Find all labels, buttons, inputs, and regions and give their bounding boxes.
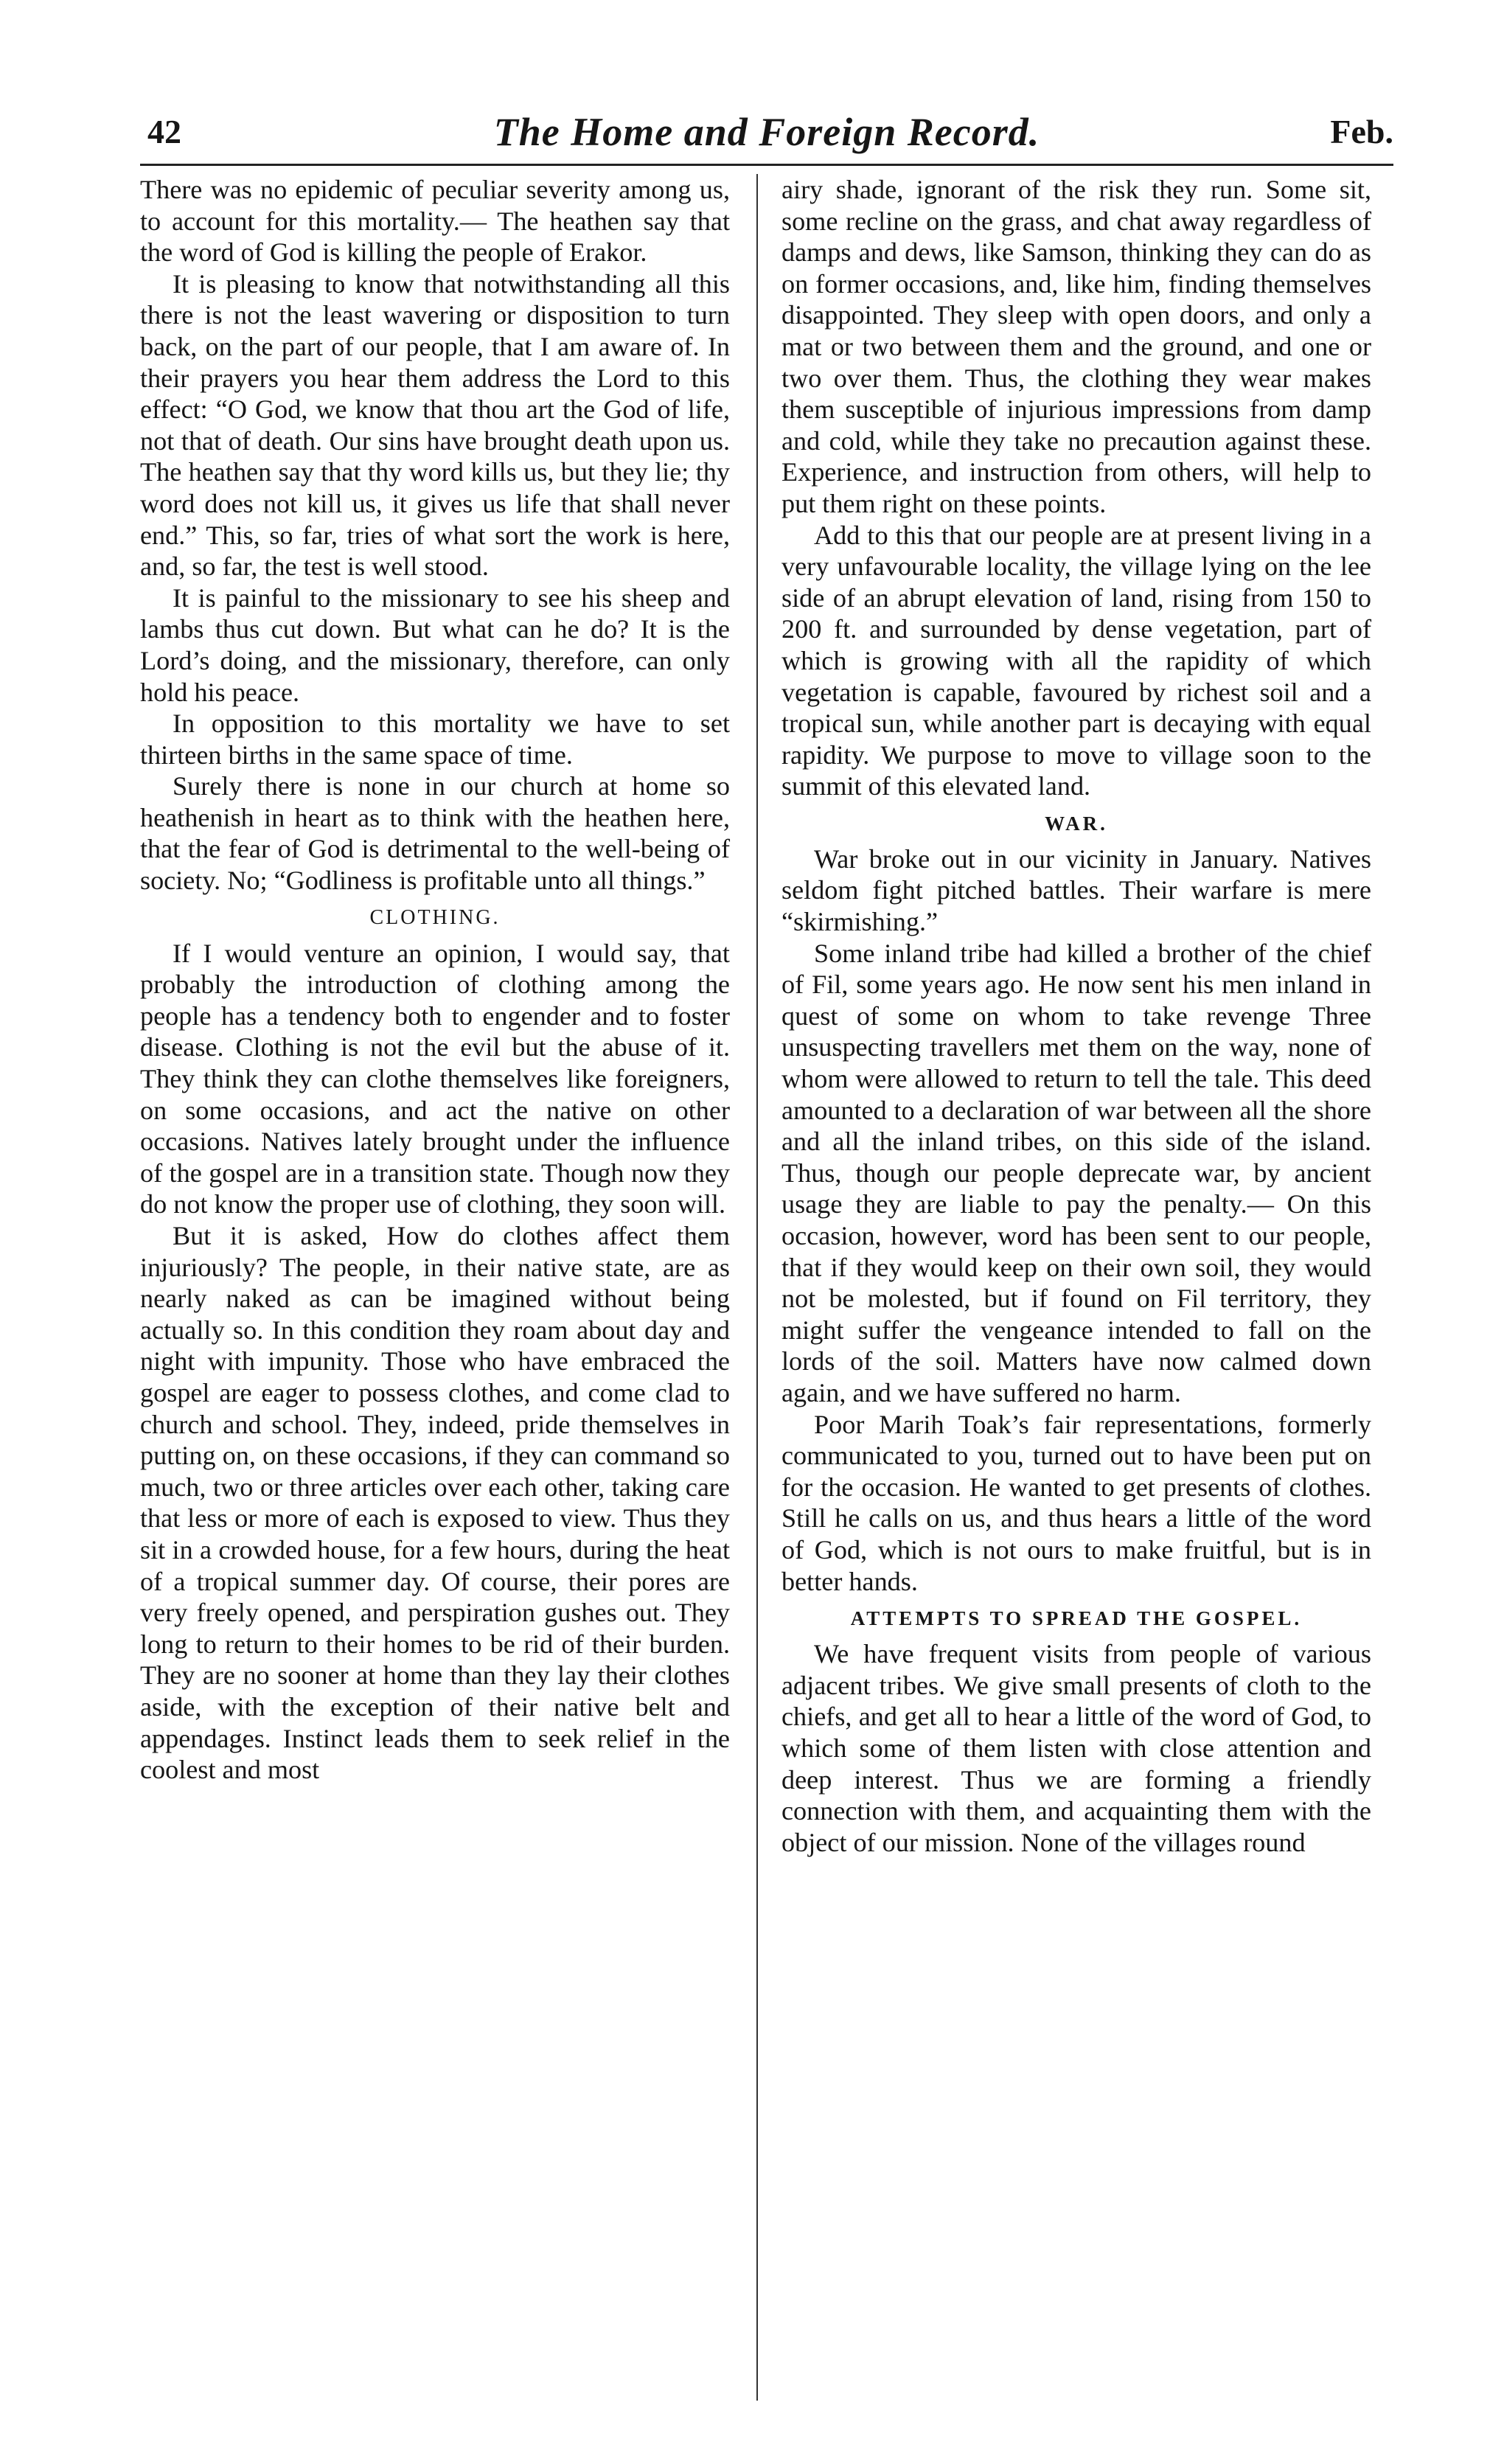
paragraph: Poor Marih Toak’s fair representations, formerly communicated to you, turned out to have been put on for the occasion. He wanted to get presents of clothes. Still he calls on us, and thus hears a little of the word of God, which is not ours to make fruitful, but is in better hands. xyxy=(781,1409,1371,1596)
paragraph: If I would venture an opinion, I would say, that probably the introduction of clothing among the people has a tendency both to engender and to foster disease. Clothing is not the evil but the abuse of it. They think they can clothe themselves like foreigners, on some occasions, and act the native on other occasions. Natives lately brought under the influence of the gospel are in a transition state. Though now they do not know the proper use of clothing, they soon will. xyxy=(140,938,730,1219)
left-column xyxy=(140,174,730,1786)
page-number: 42 xyxy=(147,113,181,150)
paragraph: airy shade, ignorant of the risk they run. Some sit, some recline on the grass, and chat away regardless of damps and dews, like Samson, thinking they can do as on former occasions, and, like him, finding themselves disappointed. They sleep with open doors, and only a mat or two between them and the ground, and one or two over them. Thus, the clothing they wear makes them susceptible of injurious impressions from damp and cold, while they take no precaution against these. Experience, and instruction from others, will help to put them right on these points. xyxy=(781,175,1371,518)
paragraph: But it is asked, How do clothes affect them injuriously? The people, in their native state, are as nearly naked as can be imagined without being actually so. In this condition they roam about day and night with impunity. Those who have embraced the gospel are eager to possess clothes, and come clad to church and school. They, indeed, pride themselves in putting on, on these occasions, if they can command so much, two or three articles over each other, taking care that less or more of each is exposed to view. Thus they sit in a crowded house, for a few hours, during the heat of a tropical summer day. Of course, their pores are very freely opened, and perspiration gushes out. They long to return to their homes to be rid of their burden. They are no sooner at home than they lay their clothes aside, with the exception of their native belt and appendages. Instinct leads them to seek relief in the coolest and most xyxy=(140,1221,730,1785)
paragraph: Add to this that our people are at present living in a very unfavourable locality, the village lying on the lee side of an abrupt elevation of land, rising from 150 to 200 ft. and surrounded by dense vegetation, part of which is growing with all the rapidity of which vegetation is capable, favoured by richest soil and a tropical sun, while another part is decaying with equal rapidity. We purpose to move to village soon to the summit of this elevated land. xyxy=(781,520,1371,801)
right-column xyxy=(781,174,1371,1858)
paragraph: Some inland tribe had killed a brother of the chief of Fil, some years ago. He now sent his men inland in quest of some on whom to take revenge Three unsuspecting travellers met them on the way, none of whom were allowed to return to tell the tale. This deed amounted to a declaration of war between all the shore and all the inland tribes, on this side of the island. Thus, though our people deprecate war, by ancient usage they are liable to pay the penalty.— On this occasion, however, word has been sent to our people, that if they would keep on their own soil, they would not be molested, but if found on Fil territory, they might suffer the vengeance intended to fall on the lords of the soil. Matters have now calmed down again, and we have suffered no harm. xyxy=(781,938,1371,1407)
section-heading-war: WAR. xyxy=(1045,812,1108,835)
section-heading-gospel: ATTEMPTS TO SPREAD THE GOSPEL. xyxy=(850,1607,1303,1630)
section-heading-clothing: CLOTHING. xyxy=(369,905,501,929)
journal-title: The Home and Foreign Record. xyxy=(493,110,1040,154)
paragraph: It is painful to the missionary to see his sheep and lambs thus cut down. But what can he do? It is the Lord’s doing, and the missionary, therefore, can only hold his peace. xyxy=(140,582,730,707)
paragraph: It is pleasing to know that notwithstanding all this there is not the least wavering or disposition to turn back, on the part of our people, that I am aware of. In their prayers you hear them address the Lord to this effect: “O God, we know that thou art the God of life, not that of death. Our sins have brought death upon us. The heathen say that thy word kills us, but they lie; thy word does not kill us, it gives us life that shall never end.” This, so far, tries of what sort the work is here, and, so far, the test is well stood. xyxy=(140,268,730,582)
paragraph: War broke out in our vicinity in January. Natives seldom fight pitched battles. Their warfare is mere “skirmishing.” xyxy=(781,843,1371,937)
column-divider xyxy=(756,174,758,2401)
paragraph: There was no epidemic of peculiar severity among us, to account for this mortality.— The heathen say that the word of God is killing the people of Erakor. xyxy=(140,175,730,268)
page-header xyxy=(140,111,1393,158)
paragraph: In opposition to this mortality we have to set thirteen births in the same space of time. xyxy=(140,709,730,770)
paragraph: We have frequent visits from people of various adjacent tribes. We give small presents of cloth to the chiefs, and get all to hear a little of the word of God, to which some of them listen with close attention and deep interest. Thus we are forming a friendly connection with them, and acquainting them with the object of our mission. None of the villages round xyxy=(781,1639,1371,1857)
paragraph: Surely there is none in our church at home so heathenish in heart as to think with the heathen here, that the fear of God is detrimental to the well-being of society. No; “Godliness is profitable unto all things.” xyxy=(140,771,730,896)
issue-month: Feb. xyxy=(1330,113,1393,150)
document-page xyxy=(140,111,1393,2411)
header-rule xyxy=(140,164,1393,166)
